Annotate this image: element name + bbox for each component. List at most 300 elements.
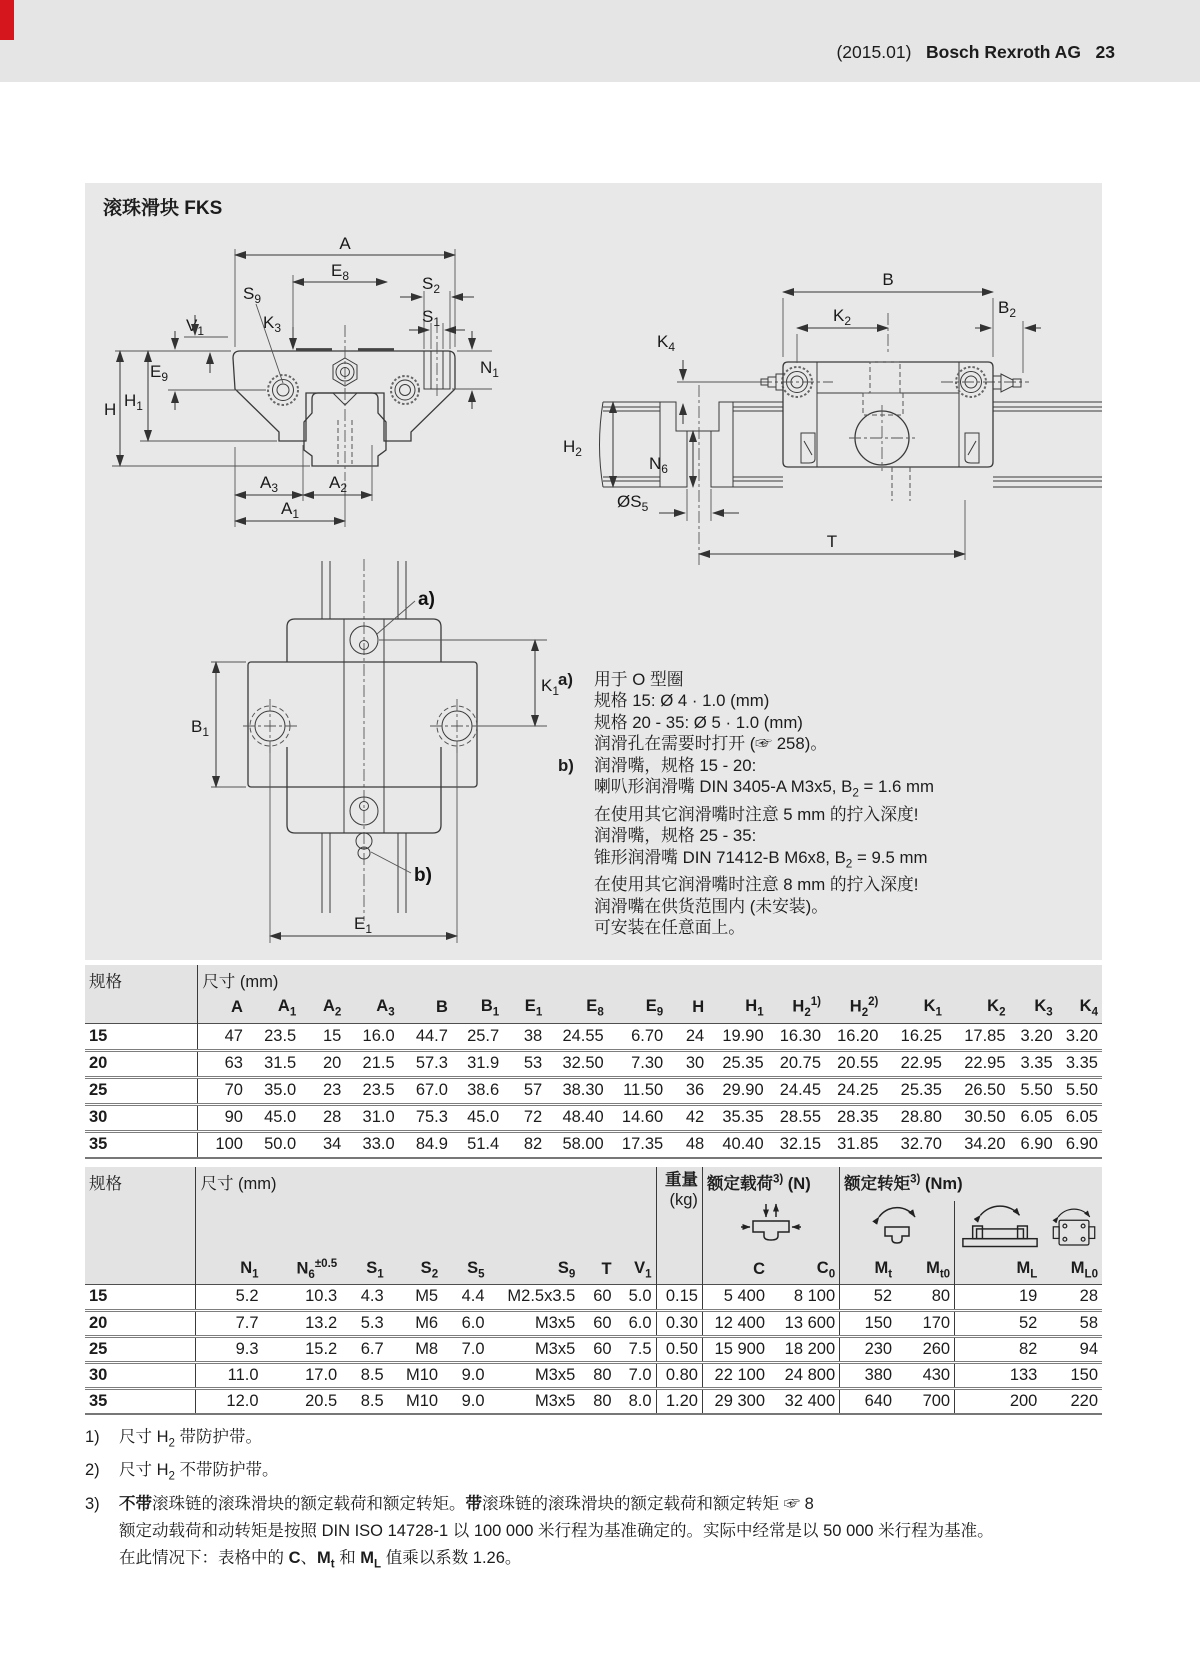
- cell: M3x5: [489, 1310, 580, 1336]
- note-text: 用于 O 型圈: [594, 670, 684, 689]
- torque-ml-icon-cell: [955, 1201, 1042, 1256]
- torque-cell: 700: [896, 1388, 955, 1414]
- load-cell: 24 800: [769, 1362, 840, 1388]
- cell: M5: [388, 1284, 442, 1310]
- col-header: $B_1$: [452, 993, 503, 1023]
- note-tag: a): [558, 670, 573, 689]
- cell: 28.80: [882, 1104, 946, 1131]
- cell: M2.5x3.5: [489, 1284, 580, 1310]
- svg-text:E8: $E_8$: [330, 261, 350, 283]
- cell: 75.3: [399, 1104, 452, 1131]
- col-header: $C_0$: [769, 1256, 840, 1284]
- cell: 8.5: [341, 1362, 387, 1388]
- svg-text:A1: $A_1$: [280, 499, 300, 521]
- cell: M3x5: [489, 1336, 580, 1362]
- dimensions-table-head: [85, 965, 1102, 1023]
- cell: 23.5: [345, 1077, 398, 1104]
- note-text: 润滑嘴在供货范围内 (未安装)。: [594, 896, 828, 916]
- svg-text:ØS5: $ØS_5$: [617, 492, 649, 514]
- svg-text:b): b): [414, 865, 432, 886]
- section-title: 滚珠滑块 FKS: [103, 198, 223, 219]
- note-line: [558, 825, 1098, 846]
- cell: 28.35: [825, 1104, 882, 1131]
- cell: 9.3: [196, 1336, 263, 1362]
- load-cell: 12 400: [702, 1310, 769, 1336]
- torque-cell: 260: [896, 1336, 955, 1362]
- footnote-line: [85, 1545, 1135, 1578]
- load-ratings-table: [85, 1167, 1102, 1415]
- cell: 84.9: [399, 1131, 452, 1158]
- footnote-text: 尺寸 $H_2$ 不带防护带。: [119, 1461, 279, 1483]
- cell: 33.0: [345, 1131, 398, 1158]
- table-row: [85, 1104, 1102, 1131]
- col-header: $K_1$: [882, 993, 946, 1023]
- torque-ml0-icon: [1045, 1201, 1103, 1251]
- footnote-number: 2): [85, 1461, 100, 1480]
- cell: 6.70: [608, 1023, 667, 1050]
- note-line: [558, 917, 1098, 938]
- svg-text:E1: $E_1$: [353, 914, 373, 936]
- page-header-band: [0, 0, 1200, 82]
- load-cell: 5 400: [702, 1284, 769, 1310]
- footnotes: [85, 1424, 1135, 1578]
- cell: 6.90: [1057, 1131, 1102, 1158]
- footnote-line: [85, 1518, 1135, 1545]
- svg-text:A3: $A_3$: [259, 473, 279, 495]
- cell: 51.4: [452, 1131, 503, 1158]
- footnote-number: 1): [85, 1428, 100, 1446]
- row-size: 30: [85, 1362, 196, 1388]
- footnote-line: [85, 1491, 1135, 1518]
- torque-ml-icon: [959, 1201, 1041, 1251]
- cell: 57.3: [399, 1050, 452, 1077]
- cell: 38: [503, 1023, 546, 1050]
- cell: 9.0: [442, 1362, 488, 1388]
- cell: 22.95: [882, 1050, 946, 1077]
- cell: 60: [579, 1310, 615, 1336]
- drawing-panel: [85, 183, 1102, 960]
- load-group-header: 额定载荷$^{3)}$ (N): [702, 1167, 839, 1201]
- cell: 5.0: [616, 1284, 656, 1310]
- load-cell: 32 400: [769, 1388, 840, 1414]
- cell: 53: [503, 1050, 546, 1077]
- cell: 5.50: [1010, 1077, 1057, 1104]
- cell: 28.55: [768, 1104, 825, 1131]
- cell: 15.2: [263, 1336, 342, 1362]
- torque-ml0-icon-cell: [1041, 1201, 1102, 1256]
- cell: 50.0: [247, 1131, 300, 1158]
- cell: 3.20: [1057, 1023, 1102, 1050]
- cell: M10: [388, 1362, 442, 1388]
- table-row: [85, 1310, 1102, 1336]
- row-size: 25: [85, 1077, 198, 1104]
- cell: 30.50: [946, 1104, 1010, 1131]
- note-tag: [558, 825, 594, 846]
- svg-text:A: A: [339, 234, 351, 253]
- cell: 24: [667, 1023, 708, 1050]
- cell: 16.30: [768, 1023, 825, 1050]
- cell: 20: [300, 1050, 345, 1077]
- col-header: $M_L$: [955, 1256, 1042, 1284]
- note-tag: [558, 847, 594, 875]
- footnote-line: [85, 1424, 1135, 1457]
- load-cell: 22 100: [702, 1362, 769, 1388]
- col-header: $K_2$: [946, 993, 1010, 1023]
- note-text: 锥形润滑嘴 DIN 71412-B M6x8, $B_2 = 9.5$ mm: [594, 847, 928, 870]
- cell: 19.90: [708, 1023, 767, 1050]
- note-line: [558, 669, 1098, 690]
- cell: 3.35: [1057, 1050, 1102, 1077]
- load-cell: 29 300: [702, 1388, 769, 1414]
- footnote-number: [85, 1545, 119, 1578]
- weight-cell: 0.15: [656, 1284, 702, 1310]
- note-text: 润滑嘴，规格 15 - 20:: [594, 755, 757, 775]
- col-header: $A_3$: [345, 993, 398, 1023]
- cell: 38.30: [546, 1077, 608, 1104]
- cell: 38.6: [452, 1077, 503, 1104]
- cell: 80: [579, 1388, 615, 1414]
- cell: 7.7: [196, 1310, 263, 1336]
- cell: 31.9: [452, 1050, 503, 1077]
- cell: 40.40: [708, 1131, 767, 1158]
- table-row: [85, 1023, 1102, 1050]
- svg-text:H2: $H_2$: [563, 437, 582, 459]
- col-header: $K_4$: [1057, 993, 1102, 1023]
- cell: 6.05: [1057, 1104, 1102, 1131]
- weight-cell: 0.50: [656, 1336, 702, 1362]
- header-spacer: [911, 42, 926, 62]
- row-size: 15: [85, 1023, 198, 1050]
- dim-table-body: [85, 1023, 1102, 1158]
- table-row: [85, 1284, 1102, 1310]
- svg-text:N1: $N_1$: [480, 358, 499, 380]
- dimensions-table: [85, 965, 1102, 1159]
- col-header: $M_{t0}$: [896, 1256, 955, 1284]
- cell: 32.70: [882, 1131, 946, 1158]
- col-header: $H_1$: [708, 993, 767, 1023]
- col-header: T: [579, 1256, 615, 1284]
- note-tag: [558, 733, 594, 754]
- row-size: 20: [85, 1050, 198, 1077]
- cell: 47: [198, 1023, 247, 1050]
- torque-cell: 94: [1041, 1336, 1102, 1362]
- cell: 25.35: [708, 1050, 767, 1077]
- cell: 42: [667, 1104, 708, 1131]
- cell: 82: [503, 1131, 546, 1158]
- svg-text:V1: $V_1$: [186, 316, 205, 338]
- load-directions-icon: [739, 1201, 803, 1251]
- torque-mt-icon: [865, 1201, 929, 1251]
- note-text: 在使用其它润滑嘴时注意 5 mm 的拧入深度!: [594, 804, 919, 824]
- torque-cell: 150: [840, 1310, 896, 1336]
- cell: 16.25: [882, 1023, 946, 1050]
- row-size: 35: [85, 1388, 196, 1414]
- cell: M10: [388, 1388, 442, 1414]
- row-size: 20: [85, 1310, 196, 1336]
- cell: 6.0: [442, 1310, 488, 1336]
- cell: 100: [198, 1131, 247, 1158]
- footnote-text: 不带滚珠链的滚珠滑块的额定载荷和额定转矩。带滚珠链的滚珠滑块的额定载荷和额定转矩 ☞ 8: [119, 1494, 814, 1513]
- note-tag: [558, 804, 594, 825]
- cell: M6: [388, 1310, 442, 1336]
- cell: 14.60: [608, 1104, 667, 1131]
- load-cell: 15 900: [702, 1336, 769, 1362]
- svg-text:K3: $K_3$: [262, 313, 282, 335]
- torque-cell: 640: [840, 1388, 896, 1414]
- note-text: 规格 15: Ø 4 · 1.0 (mm): [594, 691, 770, 711]
- cell: 58.00: [546, 1131, 608, 1158]
- col-header: $V_1$: [616, 1256, 656, 1284]
- table-row: [85, 1131, 1102, 1158]
- cell: 16.0: [345, 1023, 398, 1050]
- cell: 7.0: [616, 1362, 656, 1388]
- note-tag: [558, 712, 594, 733]
- note-text: 润滑嘴，规格 25 - 35:: [594, 826, 757, 846]
- svg-text:S1: $S_1$: [421, 307, 441, 329]
- col-header: $E_8$: [546, 993, 608, 1023]
- col-header: $N_1$: [196, 1256, 263, 1284]
- note-line: [558, 690, 1098, 711]
- note-line: [558, 755, 1098, 776]
- cell: 26.50: [946, 1077, 1010, 1104]
- cell: 21.5: [345, 1050, 398, 1077]
- edition-label: (2015.01): [836, 42, 912, 62]
- note-tag: b): [558, 755, 574, 775]
- note-tag: [558, 874, 594, 895]
- table-row: [85, 1362, 1102, 1388]
- table-row: [85, 1336, 1102, 1362]
- cell: 45.0: [247, 1104, 300, 1131]
- header-spacer2: [1081, 42, 1096, 62]
- footnote-text: 尺寸 $H_2$ 带防护带。: [119, 1428, 263, 1450]
- table-row: [85, 1077, 1102, 1104]
- cell: 34.20: [946, 1131, 1010, 1158]
- side-view-drawing: [555, 255, 1102, 575]
- cell: 5.2: [196, 1284, 263, 1310]
- footnote-number: [85, 1518, 119, 1545]
- cell: 5.50: [1057, 1077, 1102, 1104]
- svg-text:S2: $S_2$: [421, 274, 441, 296]
- cell: 90: [198, 1104, 247, 1131]
- col-header: $M_t$: [840, 1256, 896, 1284]
- cell: 22.95: [946, 1050, 1010, 1077]
- cell: 35.0: [247, 1077, 300, 1104]
- cell: 31.0: [345, 1104, 398, 1131]
- page-header-text: [836, 42, 1115, 63]
- svg-text:a): a): [418, 589, 435, 610]
- note-line: [558, 776, 1098, 804]
- cell: 23.5: [247, 1023, 300, 1050]
- cell: 4.3: [341, 1284, 387, 1310]
- cell: 5.3: [341, 1310, 387, 1336]
- torque-cell: 58: [1041, 1310, 1102, 1336]
- cell: 3.20: [1010, 1023, 1057, 1050]
- cell: 11.0: [196, 1362, 263, 1388]
- cell: 32.15: [768, 1131, 825, 1158]
- cell: 24.55: [546, 1023, 608, 1050]
- col-header: $S_9$: [489, 1256, 580, 1284]
- cell: 20.5: [263, 1388, 342, 1414]
- page-number: 23: [1095, 42, 1115, 62]
- load-cell: 8 100: [769, 1284, 840, 1310]
- cell: 6.7: [341, 1336, 387, 1362]
- load-table-body: [85, 1284, 1102, 1414]
- weight-column-header: [656, 1167, 702, 1284]
- load-icon-cell: [702, 1201, 839, 1256]
- col-header: H: [667, 993, 708, 1023]
- cell: 17.0: [263, 1362, 342, 1388]
- cell: 36: [667, 1077, 708, 1104]
- note-tag: [558, 690, 594, 711]
- row-size: 30: [85, 1104, 198, 1131]
- svg-text:K4: $K_4$: [657, 332, 676, 354]
- weight-cell: 0.80: [656, 1362, 702, 1388]
- cell: M8: [388, 1336, 442, 1362]
- column-label-row: [85, 993, 1102, 1023]
- cell: 11.50: [608, 1077, 667, 1104]
- note-text: 在使用其它润滑嘴时注意 8 mm 的拧入深度!: [594, 875, 919, 895]
- weight-unit: (kg): [669, 1191, 698, 1209]
- footnote-number: 3): [85, 1494, 100, 1513]
- col-header: $H_2^{1)}$: [768, 993, 825, 1023]
- torque-cell: 52: [840, 1284, 896, 1310]
- note-text: 可安装在任意面上。: [594, 918, 746, 938]
- cell: 15: [300, 1023, 345, 1050]
- dim-group-header: 尺寸 (mm): [196, 1167, 656, 1256]
- top-view-drawing: [165, 555, 575, 955]
- cell: 12.0: [196, 1388, 263, 1414]
- front-view-drawing: [100, 225, 510, 545]
- col-header: $E_1$: [503, 993, 546, 1023]
- cell: 32.50: [546, 1050, 608, 1077]
- note-line: [558, 874, 1098, 895]
- weight-cell: 1.20: [656, 1388, 702, 1414]
- cell: 35.35: [708, 1104, 767, 1131]
- cell: 30: [667, 1050, 708, 1077]
- cell: 45.0: [452, 1104, 503, 1131]
- footnote-text: 在此情况下：表格中的 C、$M_t$ 和 $M_L$ 值乘以系数 1.26。: [119, 1548, 522, 1570]
- footnote-text: 额定动载荷和动转矩是按照 DIN ISO 14728-1 以 100 000 米行程为基准确定的。实际中经常是以 50 000 米行程为基准。: [119, 1521, 994, 1540]
- col-header: A: [198, 993, 247, 1023]
- cell: 80: [579, 1362, 615, 1388]
- col-header: $S_2$: [388, 1256, 442, 1284]
- note-text: 规格 20 - 35: Ø 5 · 1.0 (mm): [594, 712, 803, 732]
- load-cell: 18 200: [769, 1336, 840, 1362]
- cell: 29.90: [708, 1077, 767, 1104]
- cell: 13.2: [263, 1310, 342, 1336]
- note-line: [558, 712, 1098, 733]
- cell: 4.4: [442, 1284, 488, 1310]
- table-row: [85, 1388, 1102, 1414]
- cell: 48.40: [546, 1104, 608, 1131]
- note-tag: [558, 896, 594, 917]
- torque-cell: 52: [955, 1310, 1042, 1336]
- cell: 60: [579, 1336, 615, 1362]
- torque-cell: 170: [896, 1310, 955, 1336]
- red-corner-mark: [0, 0, 14, 40]
- spec-column-header: 规格: [85, 965, 198, 1023]
- svg-text:B: B: [882, 270, 894, 289]
- svg-text:E9: $E_9$: [150, 362, 169, 384]
- torque-cell: 133: [955, 1362, 1042, 1388]
- load-cell: 13 600: [769, 1310, 840, 1336]
- col-header: $K_3$: [1010, 993, 1057, 1023]
- cell: 23: [300, 1077, 345, 1104]
- cell: 7.5: [616, 1336, 656, 1362]
- cell: 9.0: [442, 1388, 488, 1414]
- svg-text:B2: $B_2$: [997, 298, 1017, 320]
- col-header: $S_5$: [442, 1256, 488, 1284]
- col-header: $S_1$: [341, 1256, 387, 1284]
- cell: 8.5: [341, 1388, 387, 1414]
- cell: 16.20: [825, 1023, 882, 1050]
- cell: 31.5: [247, 1050, 300, 1077]
- drawing-notes: [558, 669, 1098, 939]
- svg-text:B1: $B_1$: [191, 717, 210, 739]
- torque-cell: 230: [840, 1336, 896, 1362]
- note-tag: [558, 917, 594, 938]
- col-header: C: [702, 1256, 769, 1284]
- cell: 63: [198, 1050, 247, 1077]
- svg-text:H: H: [104, 400, 117, 419]
- cell: 25.35: [882, 1077, 946, 1104]
- cell: 57: [503, 1077, 546, 1104]
- table-row: [85, 1050, 1102, 1077]
- torque-cell: 220: [1041, 1388, 1102, 1414]
- cell: 3.35: [1010, 1050, 1057, 1077]
- cell: 70: [198, 1077, 247, 1104]
- cell: 25.7: [452, 1023, 503, 1050]
- cell: 6.90: [1010, 1131, 1057, 1158]
- col-header: $H_2^{2)}$: [825, 993, 882, 1023]
- torque-mt-icon-cell: [840, 1201, 955, 1256]
- cell: 17.85: [946, 1023, 1010, 1050]
- torque-cell: 80: [896, 1284, 955, 1310]
- note-line: [558, 733, 1098, 754]
- cell: 7.30: [608, 1050, 667, 1077]
- torque-cell: 430: [896, 1362, 955, 1388]
- torque-cell: 19: [955, 1284, 1042, 1310]
- dim-group-header: 尺寸 (mm): [198, 965, 1102, 993]
- cell: 44.7: [399, 1023, 452, 1050]
- cell: M3x5: [489, 1388, 580, 1414]
- svg-text:K2: $K_2$: [832, 306, 852, 328]
- row-size: 25: [85, 1336, 196, 1362]
- torque-cell: 200: [955, 1388, 1042, 1414]
- column-label-row: [85, 1256, 1102, 1284]
- col-header: B: [399, 993, 452, 1023]
- cell: 31.85: [825, 1131, 882, 1158]
- cell: M3x5: [489, 1362, 580, 1388]
- cell: 60: [579, 1284, 615, 1310]
- note-line: [558, 804, 1098, 825]
- col-header: $A_1$: [247, 993, 300, 1023]
- torque-cell: 380: [840, 1362, 896, 1388]
- cell: 6.0: [616, 1310, 656, 1336]
- cell: 24.45: [768, 1077, 825, 1104]
- cell: 34: [300, 1131, 345, 1158]
- torque-cell: 28: [1041, 1284, 1102, 1310]
- note-line: [558, 896, 1098, 917]
- footnote-line: [85, 1457, 1135, 1490]
- weight-label: 重量: [664, 1171, 698, 1189]
- torque-group-header: 额定转矩$^{3)}$ (Nm): [840, 1167, 1102, 1201]
- cell: 24.25: [825, 1077, 882, 1104]
- cell: 72: [503, 1104, 546, 1131]
- svg-text:K1: $K_1$: [541, 676, 560, 698]
- cell: 67.0: [399, 1077, 452, 1104]
- cell: 8.0: [616, 1388, 656, 1414]
